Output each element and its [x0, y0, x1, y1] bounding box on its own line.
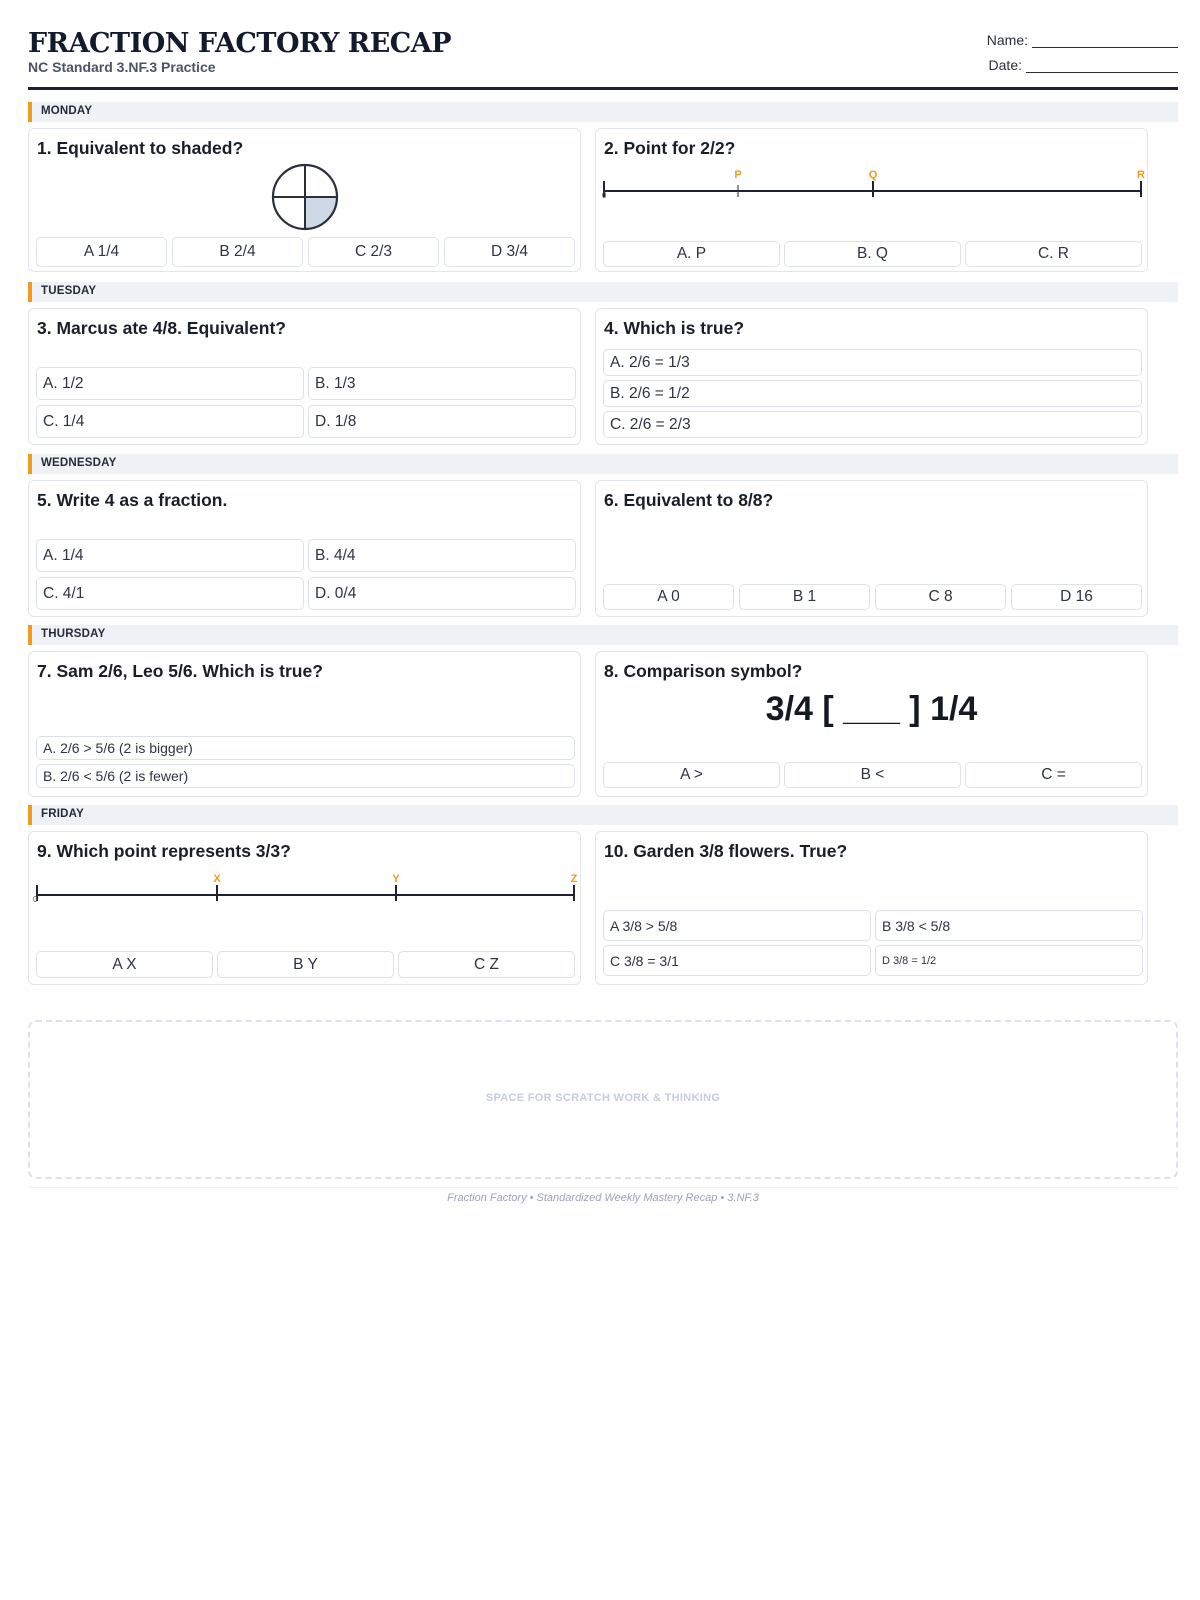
scratch-work-area[interactable] [28, 1020, 1178, 1179]
page-title: FRACTION FACTORY RECAP [28, 28, 452, 59]
answer-option-a[interactable]: A > [603, 762, 780, 788]
comparison-expression: 3/4 [ ___ ] 1/4 [765, 690, 978, 728]
answer-option-d[interactable]: D 16 [1011, 584, 1142, 610]
answer-option-c[interactable]: C = [965, 762, 1142, 788]
answer-option-b[interactable]: B. 2/6 = 1/2 [603, 380, 1142, 407]
scratch-label: SPACE FOR SCRATCH WORK & THINKING [485, 1092, 721, 1104]
question-card-7 [28, 651, 581, 797]
day-label: WEDNESDAY [41, 457, 117, 469]
day-header-monday [28, 102, 1178, 122]
name-label: Name: [986, 32, 1028, 48]
answer-option-c[interactable]: C. 1/4 [36, 405, 304, 438]
question-text: 1. Equivalent to shaded? [37, 138, 244, 158]
point-label-r: R [1137, 169, 1145, 181]
answer-option-c[interactable]: C. R [965, 241, 1142, 267]
date-blank[interactable] [1026, 59, 1178, 73]
question-text: 2. Point for 2/2? [604, 138, 736, 158]
question-text: 3. Marcus ate 4/8. Equivalent? [37, 318, 286, 338]
answer-option-a[interactable]: A. P [603, 241, 780, 267]
question-card-3 [28, 308, 581, 445]
question-text: 9. Which point represents 3/3? [37, 841, 291, 861]
zero-label: 0 [602, 191, 607, 200]
question-card-6 [595, 480, 1148, 617]
date-field[interactable] [989, 57, 1178, 73]
answer-option-d[interactable]: D 3/8 = 1/2 [875, 945, 1143, 976]
answer-option-c[interactable]: C. 2/6 = 2/3 [603, 411, 1142, 438]
question-card-8 [595, 651, 1148, 797]
page-subtitle: NC Standard 3.NF.3 Practice [28, 59, 216, 75]
answer-option-c[interactable]: C 2/3 [308, 237, 439, 267]
name-field[interactable] [987, 32, 1178, 48]
day-label: FRIDAY [41, 808, 84, 820]
answer-option-a[interactable]: A. 2/6 > 5/6 (2 is bigger) [36, 736, 575, 760]
answer-option-d[interactable]: D. 0/4 [308, 577, 576, 610]
question-text: 7. Sam 2/6, Leo 5/6. Which is true? [37, 661, 323, 681]
question-text: 8. Comparison symbol? [604, 661, 803, 681]
answer-option-b[interactable]: B 1 [739, 584, 870, 610]
question-text: 10. Garden 3/8 flowers. True? [604, 841, 848, 861]
question-text: 6. Equivalent to 8/8? [604, 490, 774, 510]
day-header-thursday [28, 625, 1178, 645]
date-label: Date: [988, 57, 1022, 73]
question-card-4 [595, 308, 1148, 445]
day-label: THURSDAY [41, 628, 106, 640]
question-card-2 [595, 128, 1148, 272]
page-footer: Fraction Factory • Standardized Weekly Mastery Recap • 3.NF.3 [28, 1187, 1178, 1204]
answer-option-c[interactable]: C 3/8 = 3/1 [603, 945, 871, 976]
number-line-figure [596, 165, 1149, 205]
answer-option-b[interactable]: B < [784, 762, 961, 788]
number-line-figure [29, 870, 582, 910]
quartered-circle-figure [271, 163, 339, 231]
answer-option-b[interactable]: B 2/4 [172, 237, 303, 267]
answer-option-d[interactable]: D. 1/8 [308, 405, 576, 438]
point-label-z: Z [570, 873, 578, 885]
answer-option-b[interactable]: B. 4/4 [308, 539, 576, 572]
day-label: TUESDAY [41, 285, 97, 297]
question-card-1 [28, 128, 581, 272]
zero-label: 0 [33, 895, 38, 904]
answer-option-a[interactable]: A X [36, 951, 213, 978]
answer-option-a[interactable]: A. 2/6 = 1/3 [603, 349, 1142, 376]
answer-option-b[interactable]: B Y [217, 951, 394, 978]
name-blank[interactable] [1032, 34, 1178, 48]
question-card-10 [595, 831, 1148, 985]
answer-option-c[interactable]: C Z [398, 951, 575, 978]
question-card-5 [28, 480, 581, 617]
answer-option-c[interactable]: C 8 [875, 584, 1006, 610]
answer-option-b[interactable]: B. Q [784, 241, 961, 267]
answer-option-b[interactable]: B 3/8 < 5/8 [875, 910, 1143, 941]
day-label: MONDAY [41, 105, 93, 117]
answer-option-a[interactable]: A. 1/4 [36, 539, 304, 572]
point-label-q: Q [868, 169, 878, 181]
question-text: 5. Write 4 as a fraction. [37, 490, 228, 510]
day-header-tuesday [28, 282, 1178, 302]
point-label-x: X [213, 873, 221, 885]
point-label-y: Y [392, 873, 400, 885]
answer-option-a[interactable]: A 3/8 > 5/8 [603, 910, 871, 941]
answer-option-a[interactable]: A. 1/2 [36, 367, 304, 400]
answer-option-a[interactable]: A 0 [603, 584, 734, 610]
worksheet-header [28, 26, 1178, 90]
answer-option-b[interactable]: B. 1/3 [308, 367, 576, 400]
point-label-p: P [734, 169, 742, 181]
question-card-9 [28, 831, 581, 985]
day-header-friday [28, 805, 1178, 825]
answer-option-b[interactable]: B. 2/6 < 5/6 (2 is fewer) [36, 764, 575, 788]
day-header-wednesday [28, 454, 1178, 474]
worksheet [28, 26, 1178, 1204]
answer-option-c[interactable]: C. 4/1 [36, 577, 304, 610]
question-text: 4. Which is true? [604, 318, 745, 338]
answer-option-d[interactable]: D 3/4 [444, 237, 575, 267]
answer-option-a[interactable]: A 1/4 [36, 237, 167, 267]
